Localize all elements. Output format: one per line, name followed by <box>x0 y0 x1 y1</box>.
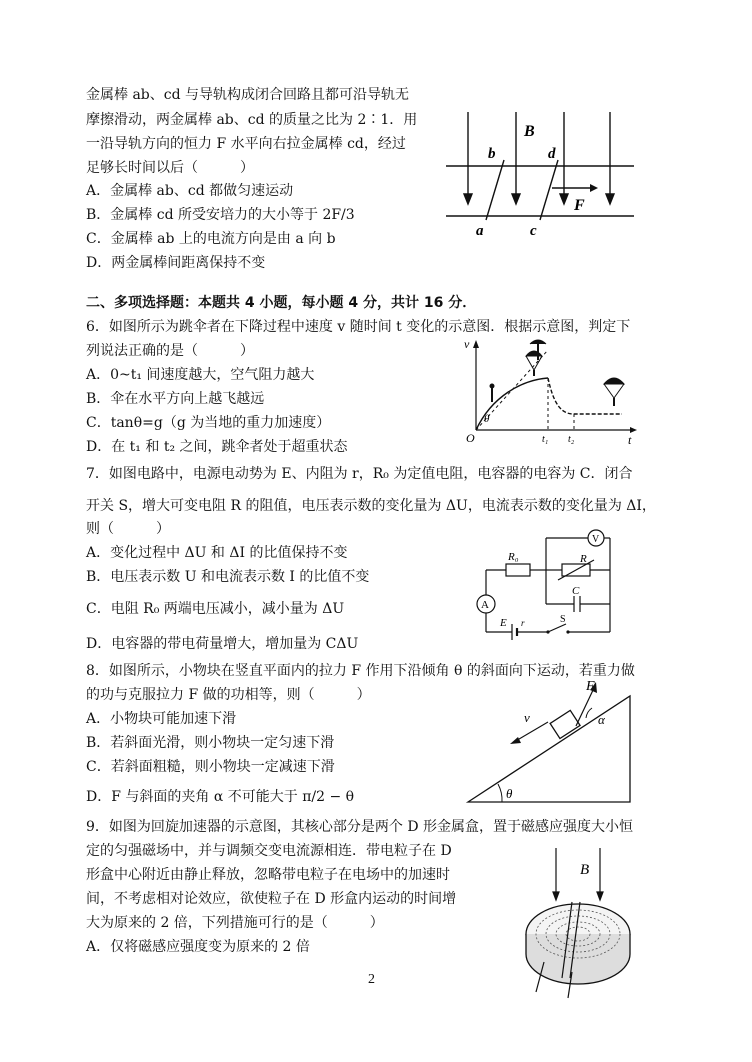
label-b: b <box>488 146 496 162</box>
q5-line-1: 金属棒 ab、cd 与导轨构成闭合回路且都可沿导轨无 <box>86 87 410 103</box>
q7-line-2: 开关 S，增大可变电阻 R 的阻值，电压表示数的变化量为 ΔU，电流表示数的变化量为 ΔI， <box>86 498 656 514</box>
parachute-deploy-icon <box>530 340 546 360</box>
q8-option-b: B．若斜面光滑，则小物块一定匀速下滑 <box>86 735 335 751</box>
q7-line-3: 则（ ） <box>86 521 170 537</box>
variable-resistor-arrow <box>558 560 594 580</box>
force-arrowhead <box>590 184 598 192</box>
q9-line-3: 形盒中心附近由静止释放，忽略带电粒子在电场中的加速时 <box>86 867 450 883</box>
velocity-arrow <box>514 722 548 742</box>
tick-label-t2: t₂ <box>568 434 575 445</box>
q6-option-d: D．在 t₁ 和 t₂ 之间，跳伞者处于超重状态 <box>86 439 348 455</box>
label-R: R <box>580 553 587 565</box>
label-c: c <box>530 223 537 239</box>
q5-option-c: C．金属棒 ab 上的电流方向是由 a 向 b <box>86 231 336 247</box>
label-F: F <box>574 197 585 214</box>
label-r: r <box>521 618 525 628</box>
rod-cd <box>540 160 558 220</box>
q8-option-d: D．F 与斜面的夹角 α 不可能大于 π/2 − θ <box>86 789 355 805</box>
incline-triangle <box>468 696 630 802</box>
q8-line-2: 的功与克服拉力 F 做的功相等，则（ ） <box>86 687 371 703</box>
q6-option-c: C．tanθ=g（g 为当地的重力加速度） <box>86 415 331 431</box>
label-V: V <box>592 534 600 545</box>
q9-line-5: 大为原来的 2 倍，下列措施可行的是（ ） <box>86 915 384 931</box>
q7-circuit-diagram <box>470 524 630 640</box>
alpha-arc <box>586 708 592 718</box>
q9-option-a: A．仅将磁感应强度变为原来的 2 倍 <box>86 939 310 955</box>
parachute-descend-icon <box>604 378 624 406</box>
q9-line-1: 9．如图为回旋加速器的示意图，其核心部分是两个 D 形金属盒，置于磁感应强度大小恒 <box>86 819 634 835</box>
q6-line-1: 6．如图所示为跳伞者在下降过程中速度 v 随时间 t 变化的示意图．根据示意图，判定下 <box>86 319 631 335</box>
label-A: A <box>481 599 489 611</box>
parachute-open-icon <box>526 351 542 376</box>
q6-option-b: B．伞在水平方向上越飞越远 <box>86 391 265 407</box>
q5-line-3: 一沿导轨方向的恒力 F 水平向右拉金属棒 cd，经过 <box>86 136 406 152</box>
label-C: C <box>572 585 580 597</box>
label-B: B <box>580 862 590 878</box>
label-R0: R₀ <box>508 551 519 563</box>
d-box-side <box>526 934 630 984</box>
q7-line-1: 7．如图电路中，电源电动势为 E、内阻为 r，R₀ 为定值电阻，电容器的电容为 C．闭合 <box>86 466 633 482</box>
tick-label-t1: t₁ <box>542 434 549 445</box>
axis-label-t: t <box>628 433 632 447</box>
q8-incline-figure <box>462 680 642 806</box>
label-S: S <box>560 614 566 625</box>
page-number: 2 <box>368 972 375 987</box>
rod-ab <box>486 160 504 220</box>
block <box>550 710 580 738</box>
q8-line-1: 8．如图所示，小物块在竖直平面内的拉力 F 作用下沿倾角 θ 的斜面向下运动，若重力做 <box>86 663 635 679</box>
q8-option-a: A．小物块可能加速下滑 <box>86 711 237 727</box>
q5-option-b: B．金属棒 cd 所受安培力的大小等于 2F/3 <box>86 207 355 223</box>
skydiver-icon <box>490 384 494 402</box>
q5-option-a: A．金属棒 ab、cd 都做匀速运动 <box>86 183 294 199</box>
axis-label-v: v <box>464 337 470 351</box>
q7-option-c: C．电阻 R₀ 两端电压减小，减小量为 ΔU <box>86 601 345 617</box>
section-2-title: 二、多项选择题：本题共 4 小题，每小题 4 分，共计 16 分． <box>86 295 477 311</box>
angle-label-theta: θ <box>484 413 490 425</box>
label-v: v <box>524 710 530 725</box>
theta-arc <box>498 784 502 802</box>
q9-line-2: 定的匀强磁场中，并与调频交变电流源相连．带电粒子在 D <box>86 843 452 859</box>
switch-s <box>548 624 566 632</box>
q6-line-2: 列说法正确的是（ ） <box>86 343 254 359</box>
q9-line-4: 间，不考虑相对论效应，欲使粒子在 D 形盒内运动的时间增 <box>86 891 457 907</box>
label-E: E <box>500 617 507 629</box>
q7-option-d: D．电容器的带电荷量增大，增加量为 CΔU <box>86 636 359 652</box>
q6-option-a: A．0~t₁ 间速度越大，空气阻力越大 <box>86 367 315 383</box>
label-F: F <box>586 680 595 694</box>
q5-line-2: 摩擦滑动，两金属棒 ab、cd 的质量之比为 2∶1．用 <box>86 112 418 128</box>
magnetic-field-arrows <box>553 848 603 900</box>
q8-option-c: C．若斜面粗糙，则小物块一定减速下滑 <box>86 759 335 775</box>
label-alpha: α <box>598 712 605 727</box>
label-theta: θ <box>506 786 513 801</box>
origin-label: O <box>466 431 475 445</box>
q5-line-4: 足够长时间以后（ ） <box>86 160 254 176</box>
label-B: B <box>524 123 535 140</box>
q7-option-a: A．变化过程中 ΔU 和 ΔI 的比值保持不变 <box>86 545 348 561</box>
q5-option-d: D．两金属棒间距离保持不变 <box>86 255 266 271</box>
q5-rail-figure <box>440 108 640 240</box>
q7-option-b: B．电压表示数 U 和电流表示数 I 的比值不变 <box>86 569 370 585</box>
resistor-r0 <box>506 564 530 576</box>
q9-cyclotron-figure <box>514 842 640 1002</box>
label-d: d <box>548 146 556 162</box>
q6-vt-graph <box>462 336 640 448</box>
label-a: a <box>476 223 484 239</box>
